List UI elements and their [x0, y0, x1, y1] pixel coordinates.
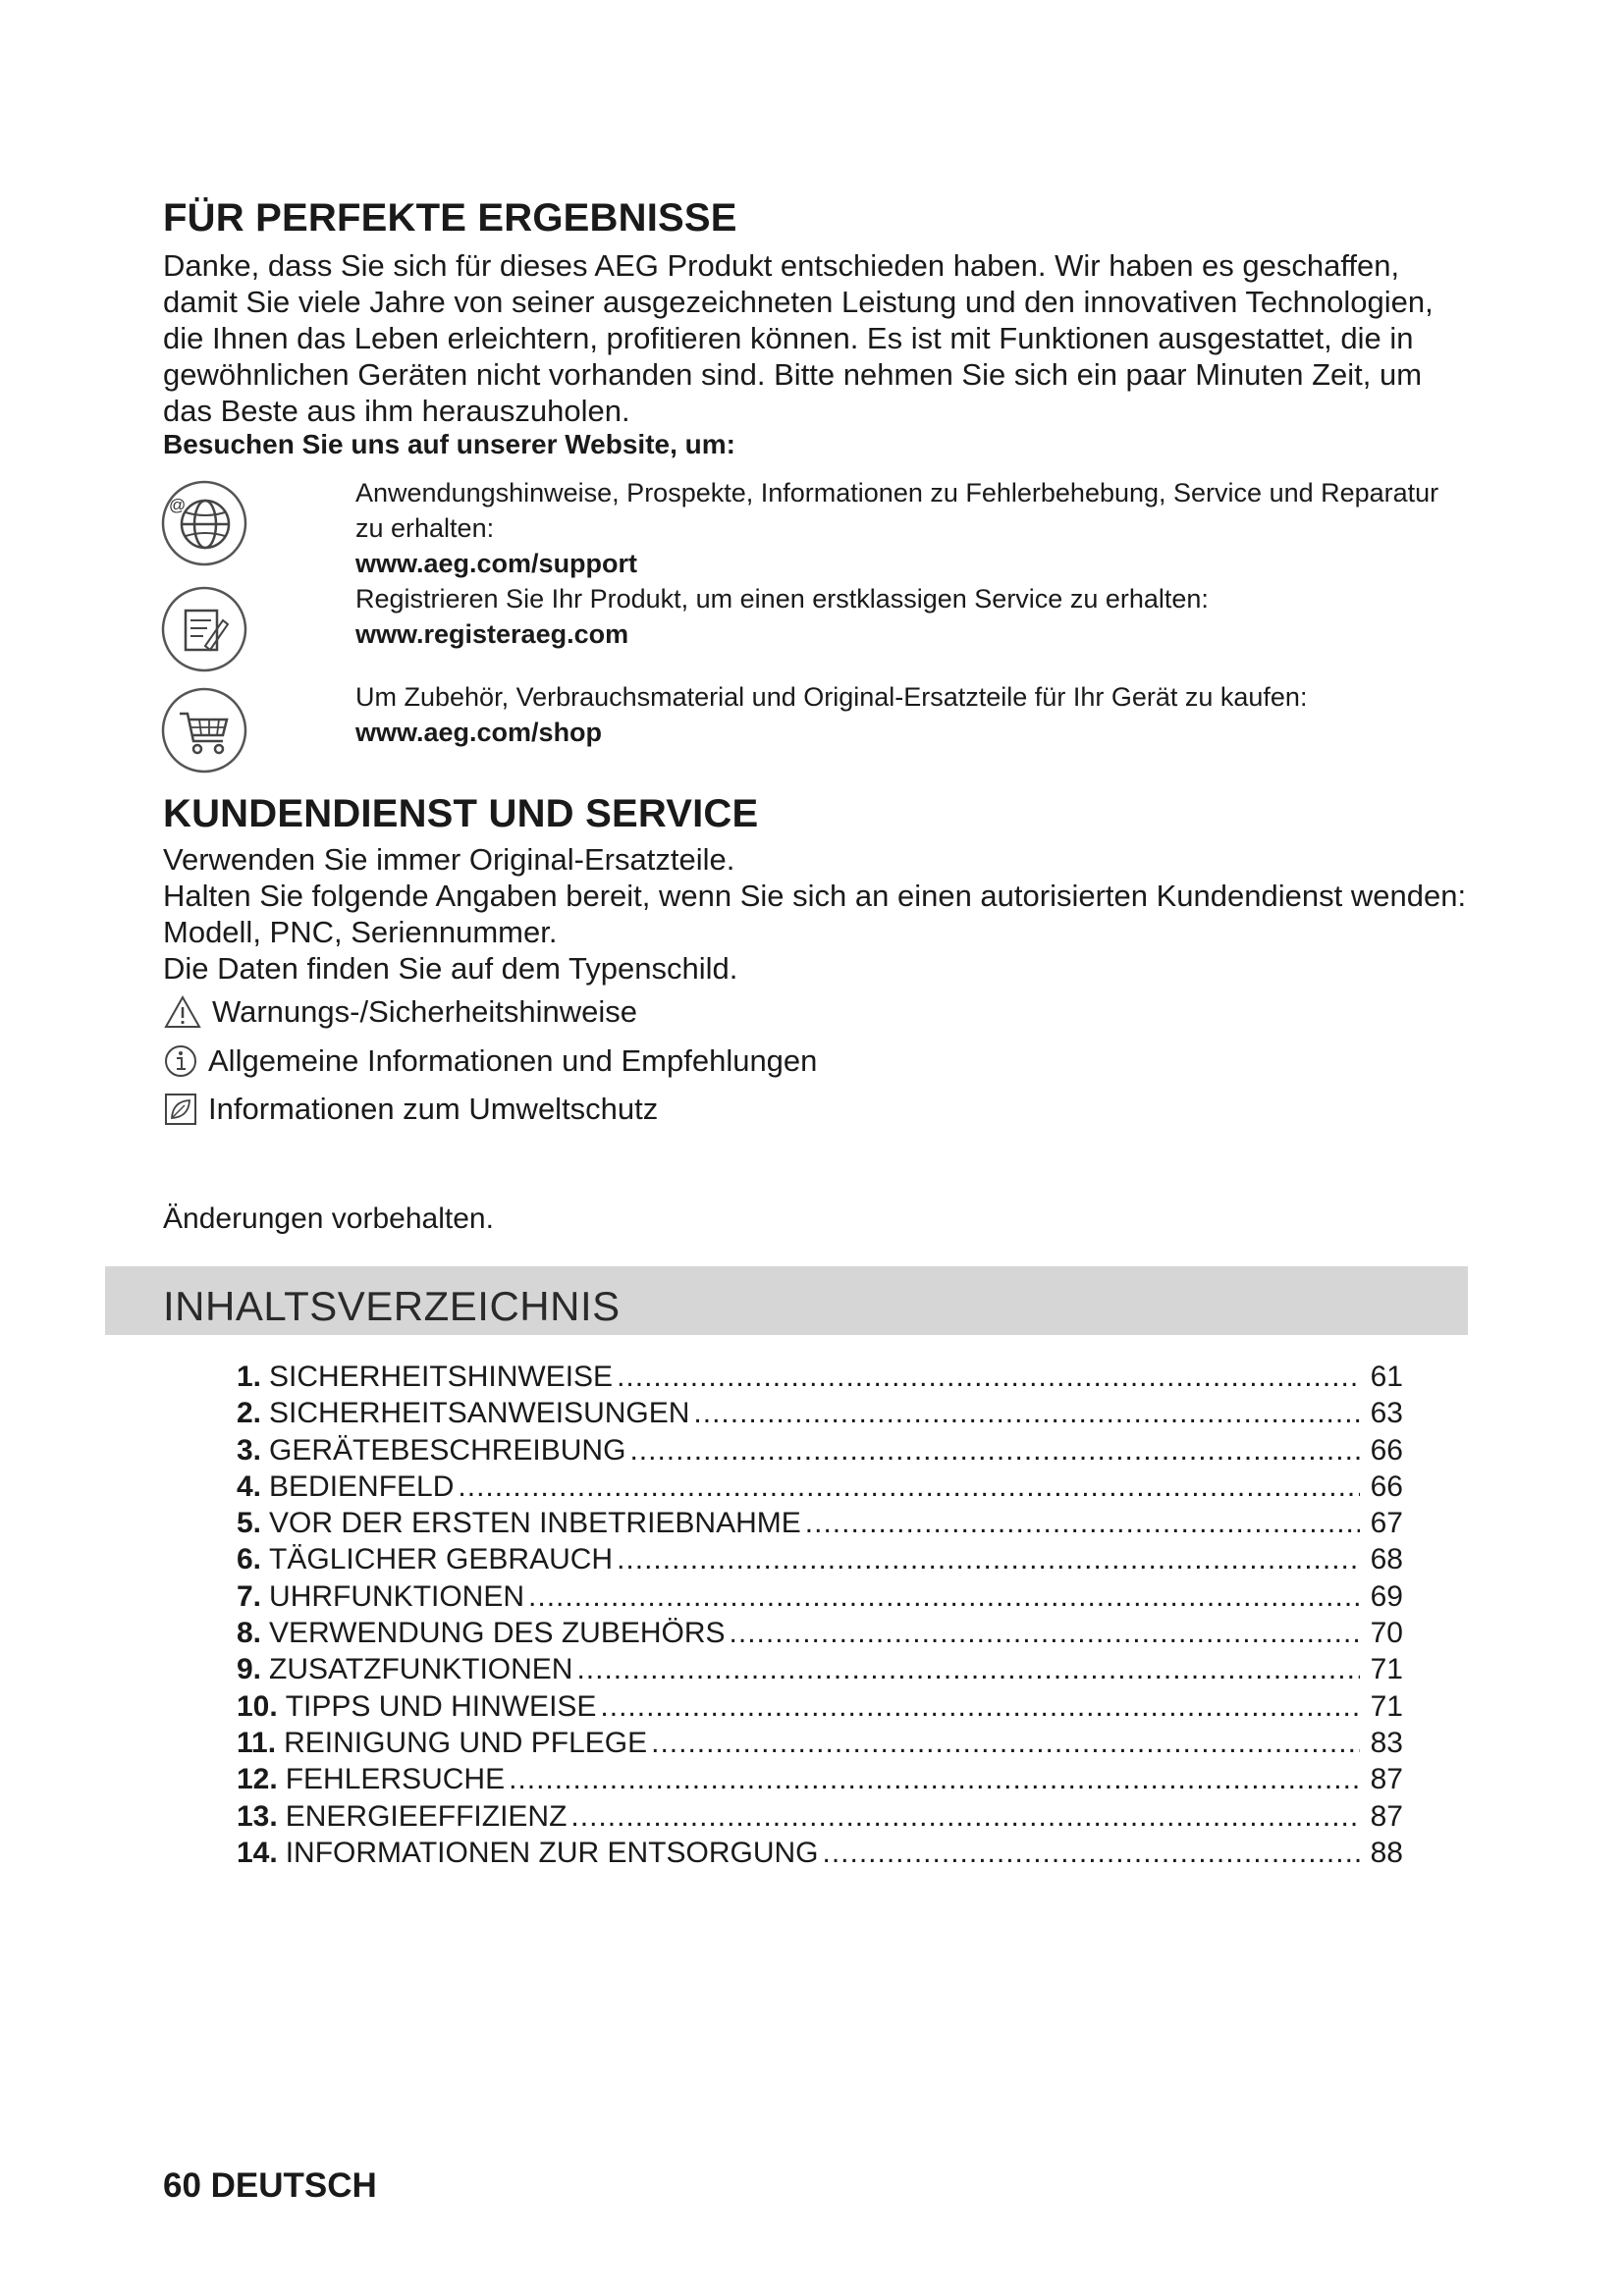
toc-entry-page: 83	[1370, 1726, 1403, 1759]
toc-entry-number: 9.	[237, 1653, 262, 1686]
toc-dot-leader	[651, 1725, 1360, 1761]
toc-entry-page: 66	[1370, 1433, 1403, 1467]
toc-entry-number: 11.	[237, 1726, 277, 1759]
toc-entry-number: 14.	[237, 1836, 278, 1869]
toc-dot-leader	[528, 1578, 1360, 1615]
toc-entry-label: SICHERHEITSHINWEISE	[269, 1361, 614, 1393]
toc-entry-number: 3.	[237, 1433, 262, 1467]
toc-dot-leader	[823, 1835, 1361, 1871]
register-icon	[160, 585, 248, 673]
web-link-support-text: Anwendungshinweise, Prospekte, Informationen zu Fehlerbehebung, Service und Reparatur zu erhalten:	[355, 478, 1439, 543]
toc-dot-leader	[730, 1615, 1360, 1651]
environment-icon	[163, 1092, 198, 1127]
service-line-details: Halten Sie folgende Angaben bereit, wenn Sie sich an einen autorisierten Kundendienst wenden: Modell, PNC, Seriennummer.	[163, 879, 1467, 949]
toc-entry-number: 10.	[237, 1689, 278, 1723]
visit-website-heading: Besuchen Sie uns auf unserer Website, um:	[163, 429, 735, 459]
toc-entry[interactable]	[237, 1798, 1403, 1835]
toc-dot-leader	[509, 1761, 1360, 1797]
toc-entry[interactable]	[237, 1615, 1403, 1651]
toc-entry[interactable]	[237, 1651, 1403, 1687]
toc-entry-label: TIPPS UND HINWEISE	[285, 1689, 597, 1723]
intro-paragraph: Danke, dass Sie sich für dieses AEG Produkt entschieden haben. Wir haben es geschaffen, damit Sie viele Jahre von seiner ausgezeichneten Leistung und den innovativen Technologien, die Ihnen das Leben erleichtern, profitieren können. Es ist mit Funktionen ausgestattet, die in gewöhnlichen Geräten nicht vorhanden sind. Bitte nehmen Sie sich ein paar Minuten Zeit, um das Beste aus ihm herauszuholen.	[163, 248, 1434, 428]
toc-entry-number: 4.	[237, 1469, 262, 1503]
register-url-link[interactable]: www.registeraeg.com	[355, 619, 629, 649]
section-title-customer-service: KUNDENDIENST UND SERVICE	[163, 792, 759, 835]
toc-entry-label: TÄGLICHER GEBRAUCH	[269, 1543, 614, 1576]
toc-entry-number: 2.	[237, 1397, 262, 1430]
toc-entry-number: 5.	[237, 1507, 262, 1540]
page-footer: 60 DEUTSCH	[163, 2166, 377, 2205]
toc-dot-leader	[629, 1432, 1360, 1468]
toc-entry-label: FEHLERSUCHE	[285, 1763, 506, 1796]
support-url-link[interactable]: www.aeg.com/support	[355, 549, 638, 578]
toc-entry[interactable]	[237, 1432, 1403, 1468]
service-line-rating-plate: Die Daten finden Sie auf dem Typenschild.	[163, 951, 738, 986]
svg-text:@: @	[169, 496, 187, 514]
legend-environment-text: Informationen zum Umweltschutz	[208, 1092, 659, 1126]
toc-entry-number: 1.	[237, 1361, 262, 1393]
toc-entry-number: 6.	[237, 1543, 262, 1576]
toc-entry-label: ENERGIEEFFIZIENZ	[285, 1799, 568, 1833]
toc-dot-leader	[570, 1798, 1360, 1835]
toc-entry-label: ZUSATZFUNKTIONEN	[269, 1653, 573, 1686]
toc-dot-leader	[600, 1688, 1360, 1725]
toc-entry[interactable]	[237, 1725, 1403, 1761]
toc-dot-leader	[805, 1505, 1360, 1541]
toc-entry[interactable]	[237, 1835, 1403, 1871]
toc-entry[interactable]	[237, 1505, 1403, 1541]
shopping-cart-icon	[160, 686, 248, 774]
toc-entry-page: 71	[1370, 1653, 1403, 1686]
toc-entry[interactable]	[237, 1468, 1403, 1505]
toc-entry-label: REINIGUNG UND PFLEGE	[284, 1726, 648, 1759]
service-text	[163, 841, 1479, 987]
toc-entry-page: 61	[1370, 1361, 1403, 1393]
web-link-support	[355, 475, 1455, 581]
toc-entry[interactable]	[237, 1395, 1403, 1431]
globe-icon	[160, 479, 248, 567]
legend-environment	[163, 1092, 658, 1127]
toc-entry-page: 66	[1370, 1469, 1403, 1503]
toc-entry-label: UHRFUNKTIONEN	[269, 1579, 525, 1613]
toc-title: INHALTSVERZEICHNIS	[163, 1283, 621, 1329]
toc-entry-page: 68	[1370, 1543, 1403, 1576]
toc-entry-page: 63	[1370, 1397, 1403, 1430]
toc-entry-page: 87	[1370, 1763, 1403, 1796]
toc-dot-leader	[617, 1541, 1360, 1577]
legend-warning-text: Warnungs-/Sicherheitshinweise	[212, 994, 638, 1029]
toc-dot-leader	[458, 1468, 1360, 1505]
web-link-shop-text: Um Zubehör, Verbrauchsmaterial und Original-Ersatzteile für Ihr Gerät zu kaufen:	[355, 682, 1308, 712]
toc-entry[interactable]	[237, 1359, 1403, 1395]
toc-entry[interactable]	[237, 1578, 1403, 1615]
toc-entry-page: 70	[1370, 1617, 1403, 1650]
toc-dot-leader	[576, 1651, 1360, 1687]
toc-entry-page: 71	[1370, 1689, 1403, 1723]
toc-entry-label: VOR DER ERSTEN INBETRIEBNAHME	[269, 1507, 801, 1540]
web-link-shop	[355, 679, 1455, 750]
toc-entry[interactable]	[237, 1688, 1403, 1725]
toc-entry[interactable]	[237, 1541, 1403, 1577]
toc-entry-label: INFORMATIONEN ZUR ENTSORGUNG	[285, 1836, 819, 1869]
toc-entry-number: 12.	[237, 1763, 278, 1796]
legend-info-text: Allgemeine Informationen und Empfehlungen	[208, 1043, 818, 1078]
toc-entry[interactable]	[237, 1761, 1403, 1797]
toc-entry-label: GERÄTEBESCHREIBUNG	[269, 1433, 626, 1467]
info-icon	[163, 1043, 198, 1079]
legend-warning	[163, 994, 637, 1030]
toc-entry-label: SICHERHEITSANWEISUNGEN	[269, 1397, 690, 1430]
toc-entry-page: 87	[1370, 1799, 1403, 1833]
toc-entry-number: 13.	[237, 1799, 278, 1833]
toc-entry-number: 7.	[237, 1579, 262, 1613]
web-link-register-text: Registrieren Sie Ihr Produkt, um einen erstklassigen Service zu erhalten:	[355, 584, 1209, 614]
warning-icon	[163, 994, 202, 1030]
table-of-contents	[237, 1359, 1403, 1871]
shop-url-link[interactable]: www.aeg.com/shop	[355, 718, 603, 747]
toc-entry-page: 67	[1370, 1507, 1403, 1540]
toc-dot-leader	[693, 1395, 1360, 1431]
toc-entry-label: VERWENDUNG DES ZUBEHÖRS	[269, 1617, 726, 1650]
service-line-spare-parts: Verwenden Sie immer Original-Ersatzteile.	[163, 842, 735, 877]
toc-entry-number: 8.	[237, 1617, 262, 1650]
changes-note: Änderungen vorbehalten.	[163, 1202, 494, 1235]
toc-entry-page: 69	[1370, 1579, 1403, 1613]
web-link-register	[355, 581, 1455, 652]
section-title-perfect-results: FÜR PERFEKTE ERGEBNISSE	[163, 196, 737, 240]
toc-dot-leader	[617, 1359, 1360, 1395]
toc-entry-label: BEDIENFELD	[269, 1469, 455, 1503]
legend-info	[163, 1043, 817, 1079]
toc-entry-page: 88	[1370, 1836, 1403, 1869]
